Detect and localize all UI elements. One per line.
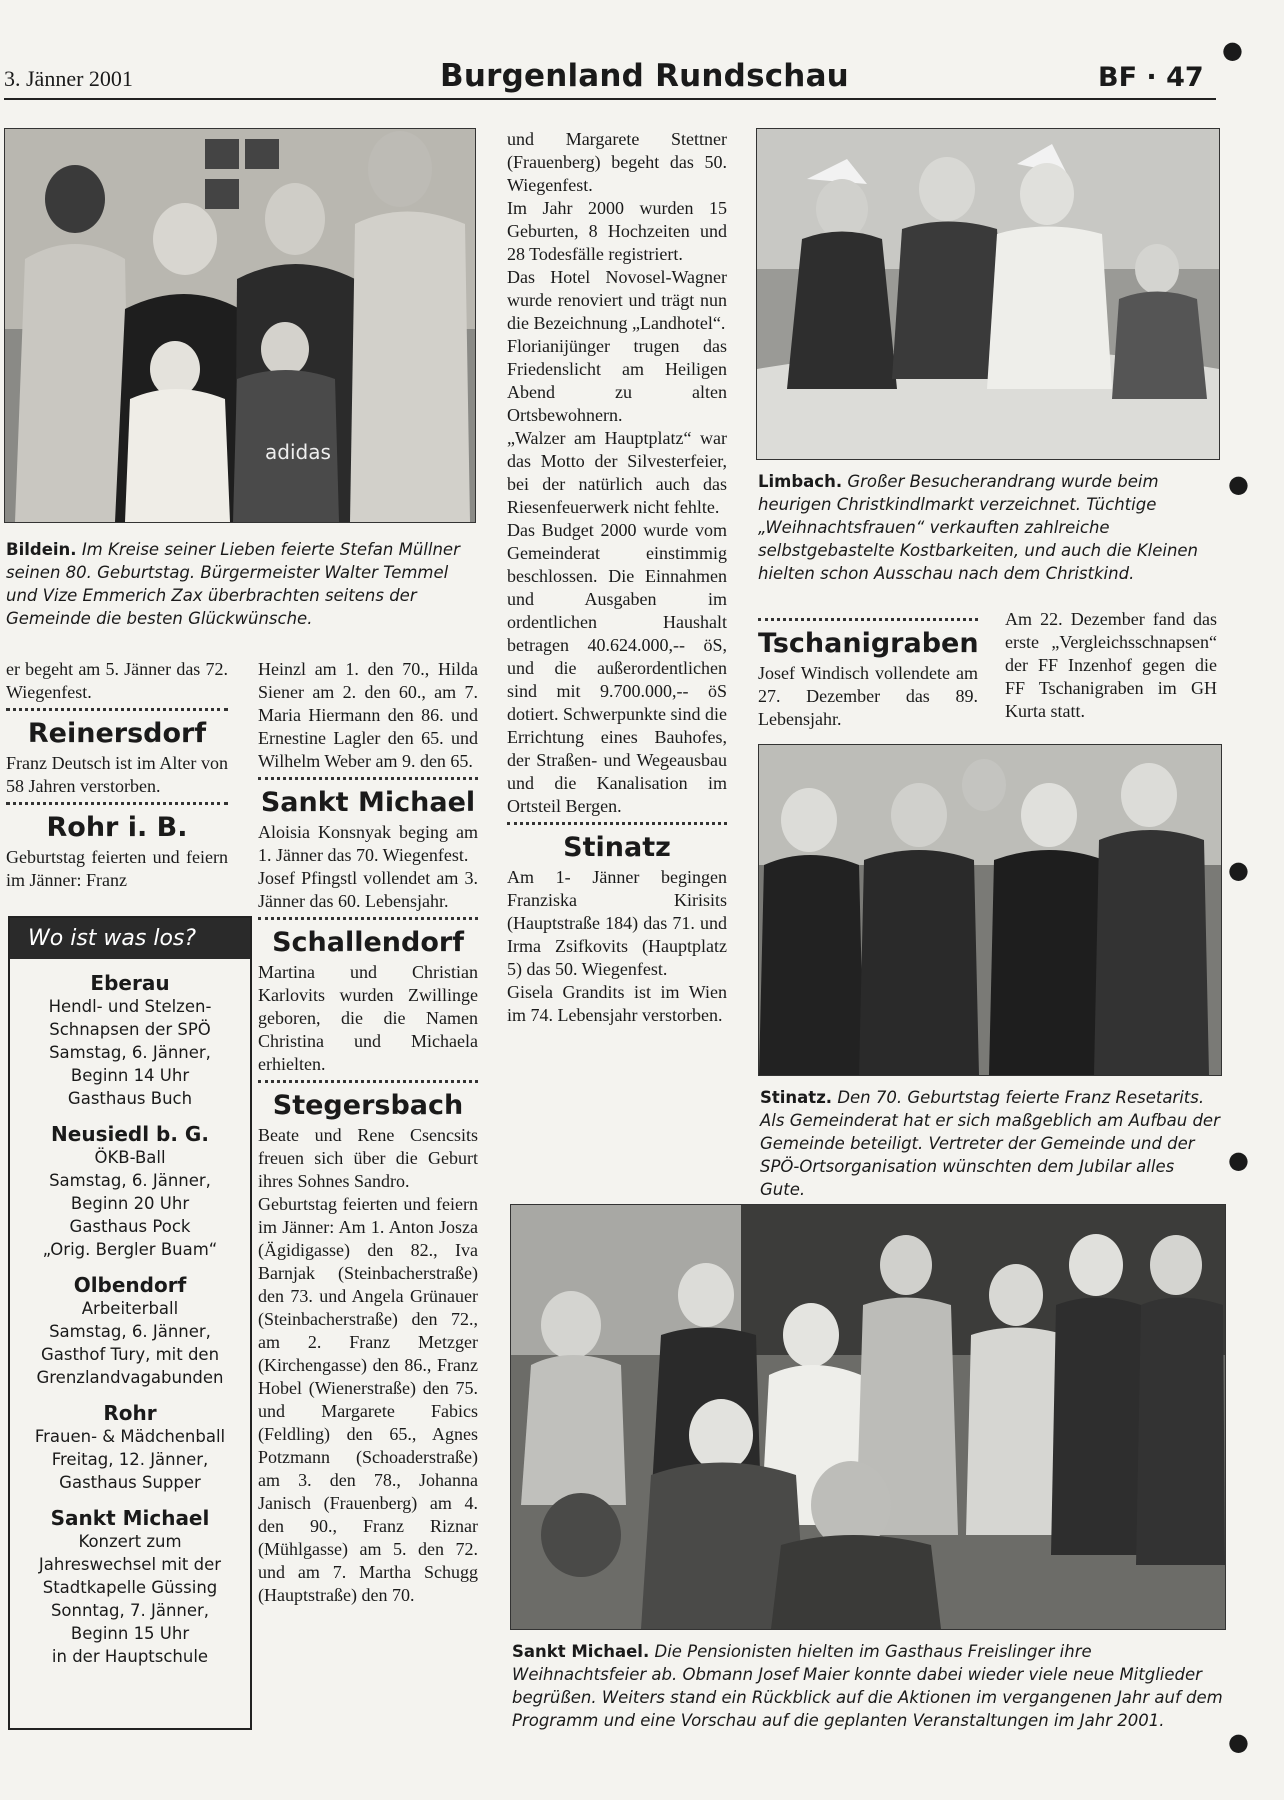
col3-p6: Das Budget 2000 wurde vom Gemeinderat einstimmig beschlossen. Die Einnahmen und Ausgaben im ordentlichen Haushalt betragen 40.624.000,-- öS, und die außerordentlichen sind mit 9.700.000,-- öS dotiert. Schwerpunkte sind die Errichtung eines Bauhofes, der Straßen- und Wegeausbau und die Kanalisation im Ortsteil Bergen.	[507, 520, 727, 816]
caption-text: Den 70. Geburtstag feierte Franz Resetarits. Als Gemeinderat hat er sich maßgeblich am Aufbau der Gemeinde beteiligt. Vertreter der Gemeinde und der SPÖ-Ortsorganisation wünschten dem Jubilar alles Gute.	[760, 1088, 1220, 1199]
dotted-rule	[6, 708, 228, 711]
stegersbach-p2: Geburtstag feierten und feiern im Jänner: Am 1. Anton Josza (Ägidigasse) den 82., Iva Barnjak (Steinbacherstraße) den 73. und Angela Grünauer (Steinbacherstraße) den 72., am 2. Franz Metzger (Kirchengasse) den 86., Franz Hobel (Wienerstraße) den 75. und Margarete Fabics (Feldling) den 65., Agnes Potzmann (Schoaderstraße) am 3. den 78., Johanna Janisch (Frauenberg) am 4. den 90., Franz Riznar (Mühlgasse) am 5. den 72. und am 7. Martha Schugg (Hauptstraße) den 70.	[258, 1194, 478, 1605]
dotted-rule	[258, 777, 478, 780]
caption-place: Stinatz.	[760, 1088, 833, 1107]
event-town: Neusiedl b. G.	[51, 1122, 209, 1146]
page-number: BF · 47	[1098, 62, 1204, 93]
event-town: Rohr	[103, 1401, 157, 1425]
event-details: Arbeiterball Samstag, 6. Jänner, Gasthof Tury, mit den Grenzlandvagabunden	[36, 1299, 224, 1387]
dotted-rule	[258, 917, 478, 920]
scan-mark: ●	[1228, 1728, 1249, 1756]
scan-mark: ●	[1228, 1146, 1249, 1174]
michael-p1: Aloisia Konsnyak beging am 1. Jänner das 70. Wiegenfest.	[258, 822, 478, 865]
col5-text: Am 22. Dezember fand das erste „Vergleichsschnapsen“ der FF Inzenhof gegen die FF Tschanigraben im GH Kurta statt.	[1005, 609, 1217, 721]
issue-date: 3. Jänner 2001	[4, 66, 133, 91]
column-4	[758, 614, 978, 731]
dotted-rule	[6, 802, 228, 805]
caption-stinatz	[760, 1086, 1222, 1201]
stinatz-p1: Am 1- Jänner begingen Franziska Kirisits (Hauptstraße 184) das 71. und Irma Zsifkovits (Hauptplatz 5) das 50. Wiegenfest.	[507, 867, 727, 979]
caption-place: Sankt Michael.	[512, 1642, 650, 1661]
caption-text: Im Kreise seiner Lieben feierte Stefan Müllner seinen 80. Geburtstag. Bürgermeister Walter Temmel und Vize Emmerich Zax überbrachten seitens der Gemeinde die besten Glückwünsche.	[6, 540, 460, 628]
col3-p4: Florianijünger trugen das Friedenslicht am Heiligen Abend zu alten Ortsbewohnern.	[507, 336, 727, 425]
photo-sankt-michael-image	[511, 1205, 1225, 1629]
heading-reinersdorf: Reinersdorf	[27, 718, 207, 749]
heading-sankt-michael: Sankt Michael	[260, 787, 476, 818]
column-5	[1005, 608, 1217, 723]
event-details: Hendl- und Stelzen- Schnapsen der SPÖ Samstag, 6. Jänner, Beginn 14 Uhr Gasthaus Buch	[48, 997, 212, 1108]
scan-mark: ●	[1228, 470, 1249, 498]
stegersbach-p1: Beate und Rene Csencsits freuen sich über die Geburt ihres Sohnes Sandro.	[258, 1125, 478, 1191]
caption-sankt-michael	[512, 1640, 1224, 1732]
event-details: Frauen- & Mädchenball Freitag, 12. Jänner, Gasthaus Supper	[34, 1427, 226, 1492]
reinersdorf-text: Franz Deutsch ist im Alter von 58 Jahren verstorben.	[6, 753, 228, 796]
heading-stegersbach: Stegersbach	[272, 1090, 464, 1121]
photo-bildein-image	[5, 129, 475, 522]
dotted-rule	[258, 1080, 478, 1083]
dotted-rule	[507, 822, 727, 825]
photo-stinatz-image	[759, 745, 1221, 1075]
photo-bildein	[4, 128, 476, 523]
caption-bildein	[6, 538, 476, 630]
newspaper-title: Burgenland Rundschau	[440, 58, 849, 94]
schallendorf-text: Martina und Christian Karlovits wurden Zwillinge geboren, die die Namen Christina und Michaela erhielten.	[258, 962, 478, 1074]
scan-mark: ●	[1222, 36, 1243, 64]
col3-p5: „Walzer am Hauptplatz“ war das Motto der Silvesterfeier, bei der natürlich auch das Riesenfeuerwerk nicht fehlte.	[507, 428, 727, 517]
heading-schallendorf: Schallendorf	[272, 927, 464, 958]
event-town: Sankt Michael	[50, 1506, 210, 1530]
stinatz-p2: Gisela Grandits ist im Wien im 74. Lebensjahr verstorben.	[507, 982, 727, 1025]
dotted-rule	[758, 618, 978, 621]
events-box-title: Wo ist was los?	[10, 918, 250, 959]
events-box	[8, 916, 252, 1730]
shirt-lettering: adidas	[265, 440, 331, 464]
col3-p3: Das Hotel Novosel-Wagner wurde renoviert und trägt nun die Bezeichnung „Landhotel“.	[507, 267, 727, 333]
photo-limbach-image	[757, 129, 1219, 459]
column-3	[507, 128, 727, 1027]
col1-intro: er begeht am 5. Jänner das 72. Wiegenfest.	[6, 659, 228, 702]
column-2	[258, 658, 478, 1607]
caption-text: Großer Besucherandrang wurde beim heurigen Christkindlmarkt verzeichnet. Tüchtige „Weihnachtsfrauen“ verkauften zahlreiche selbstgebastelte Kostbarkeiten, und auch die Kleinen hielten schon Ausschau nach dem Christkind.	[758, 472, 1199, 583]
caption-limbach	[758, 470, 1220, 585]
event-town: Olbendorf	[73, 1273, 187, 1297]
event-details: ÖKB-Ball Samstag, 6. Jänner, Beginn 20 Uhr Gasthaus Pock „Orig. Bergler Buam“	[42, 1148, 218, 1259]
michael-p2: Josef Pfingstl vollendet am 3. Jänner das 60. Lebensjahr.	[258, 868, 478, 911]
column-1	[6, 658, 228, 892]
photo-sankt-michael	[510, 1204, 1226, 1630]
tschanigraben-text: Josef Windisch vollendete am 27. Dezember das 89. Lebensjahr.	[758, 663, 978, 729]
event-details: Konzert zum Jahreswechsel mit der Stadtkapelle Güssing Sonntag, 7. Jänner, Beginn 15 Uhr in der Hauptschule	[38, 1532, 222, 1666]
col2-intro: Heinzl am 1. den 70., Hilda Siener am 2. den 60., am 7. Maria Hiermann den 86. und Ernestine Lagler den 65. und Wilhelm Weber am 9. den 65.	[258, 659, 478, 771]
photo-stinatz	[758, 744, 1222, 1076]
col3-p2: Im Jahr 2000 wurden 15 Geburten, 8 Hochzeiten und 28 Todesfälle registriert.	[507, 198, 727, 264]
event-town: Eberau	[90, 971, 170, 995]
photo-limbach	[756, 128, 1220, 460]
caption-place: Limbach.	[758, 472, 843, 491]
scan-mark: ●	[1228, 856, 1249, 884]
rohr-text: Geburtstag feierten und feiern im Jänner: Franz	[6, 847, 228, 890]
col3-p1: und Margarete Stettner (Frauenberg) begeht das 50. Wiegenfest.	[507, 129, 727, 195]
heading-rohr: Rohr i. B.	[46, 812, 188, 843]
caption-place: Bildein.	[6, 540, 77, 559]
heading-tschanigraben: Tschanigraben	[758, 628, 979, 659]
caption-text: Die Pensionisten hielten im Gasthaus Freislinger ihre Weihnachtsfeier ab. Obmann Josef Maier konnte dabei wieder viele neue Mitglieder begrüßen. Weiters stand ein Rückblick auf die Aktionen im vergangenen Jahr auf dem Programm und eine Vorschau auf die geplanten Veranstaltungen im Jahr 2001.	[512, 1642, 1223, 1730]
heading-stinatz: Stinatz	[563, 832, 671, 863]
header-rule	[4, 98, 1216, 100]
